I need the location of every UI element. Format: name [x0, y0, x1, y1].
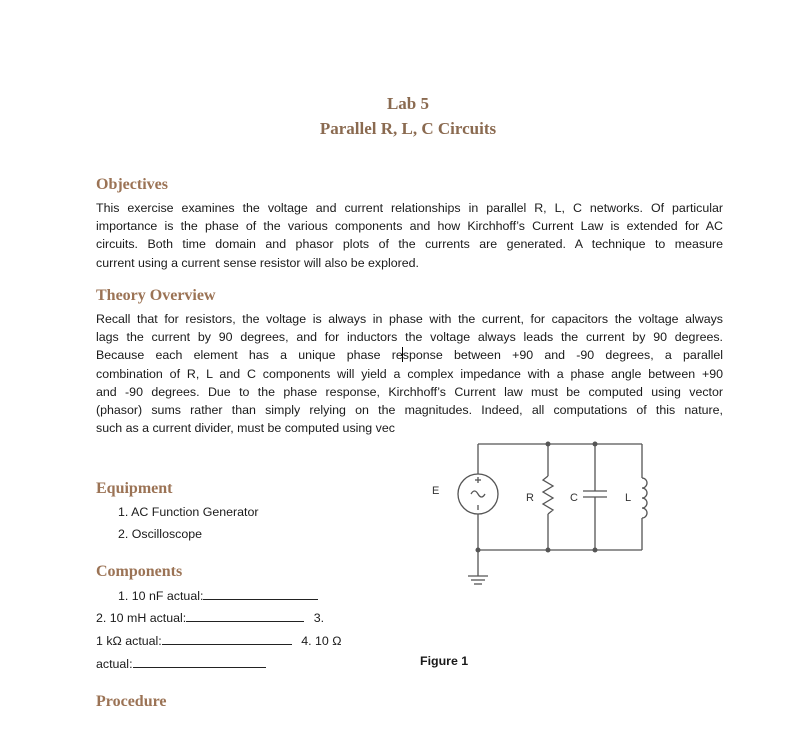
- equipment-heading: Equipment: [96, 480, 173, 497]
- component-label: 4. 10 Ω: [301, 634, 342, 648]
- component-item-1k: [96, 632, 341, 648]
- components-heading: Components: [96, 563, 183, 580]
- inductor-label: L: [625, 492, 632, 504]
- capacitor-label: C: [570, 492, 578, 504]
- actual-value-blank[interactable]: [186, 609, 304, 622]
- component-label: 1 kΩ actual:: [96, 634, 162, 648]
- lab-number: Lab 5: [386, 94, 430, 113]
- actual-value-blank[interactable]: [133, 655, 266, 668]
- actual-value-blank[interactable]: [203, 587, 318, 600]
- theory-line: lags the current by 90 degrees, and for inductors the voltage always leads the current by 90 degrees.: [96, 330, 723, 345]
- component-label: 2. 10 mH actual:: [96, 611, 187, 625]
- theory-line-part: sponse between +90 and -90 degrees, a parallel: [402, 348, 723, 363]
- theory-line: such as a current divider, must be computed using vec: [96, 421, 395, 436]
- theory-line-with-cursor: [96, 346, 723, 364]
- theory-heading: Theory Overview: [96, 287, 216, 304]
- objectives-line: This exercise examines the voltage and current relationships in parallel R, L, C networks. Of particular: [96, 201, 723, 215]
- theory-line: (phasor) sums rather than simply relying on the magnitudes. Indeed, all computations of this nature,: [96, 402, 723, 417]
- objectives-line: importance is the phase of the various components and how Kirchhoff’s Current Law is extended for AC: [96, 219, 723, 234]
- procedure-heading: Procedure: [96, 693, 167, 710]
- theory-line: and -90 degrees. Due to the phase response, Kirchhoff’s Current law must be computed using vector: [96, 384, 723, 399]
- theory-paragraph[interactable]: [96, 310, 723, 437]
- actual-value-blank[interactable]: [162, 632, 292, 645]
- component-label: 1. 10 nF actual:: [118, 589, 204, 603]
- equipment-item: 2. Oscilloscope: [118, 527, 203, 541]
- component-item-10ohm: [96, 655, 266, 671]
- figure-caption: Figure 1: [420, 654, 469, 668]
- objectives-line: circuits. Both time domain and phasor plots of the currents are generated. A technique to measure: [96, 237, 723, 252]
- equipment-item: 1. AC Function Generator: [118, 505, 259, 519]
- objectives-paragraph: [96, 199, 723, 272]
- objectives-line: current using a current sense resistor will also be explored.: [96, 255, 419, 270]
- parallel-rlc-circuit-diagram: [420, 436, 660, 596]
- theory-line: combination of R, L and C components will yield a complex impedance with a phase angle between +90: [96, 366, 723, 381]
- component-number: 3.: [313, 611, 325, 625]
- objectives-heading: Objectives: [96, 176, 168, 193]
- resistor-label: R: [526, 492, 534, 504]
- component-label: actual:: [96, 657, 133, 671]
- lab-title: Parallel R, L, C Circuits: [319, 119, 497, 138]
- component-item-10nf: [118, 587, 318, 603]
- theory-line: Recall that for resistors, the voltage is always in phase with the current, for capacitors the voltage always: [96, 312, 723, 326]
- source-label: E: [432, 485, 440, 497]
- component-item-10mh: [96, 609, 324, 625]
- theory-line-part: Because each element has a unique phase re: [96, 348, 403, 363]
